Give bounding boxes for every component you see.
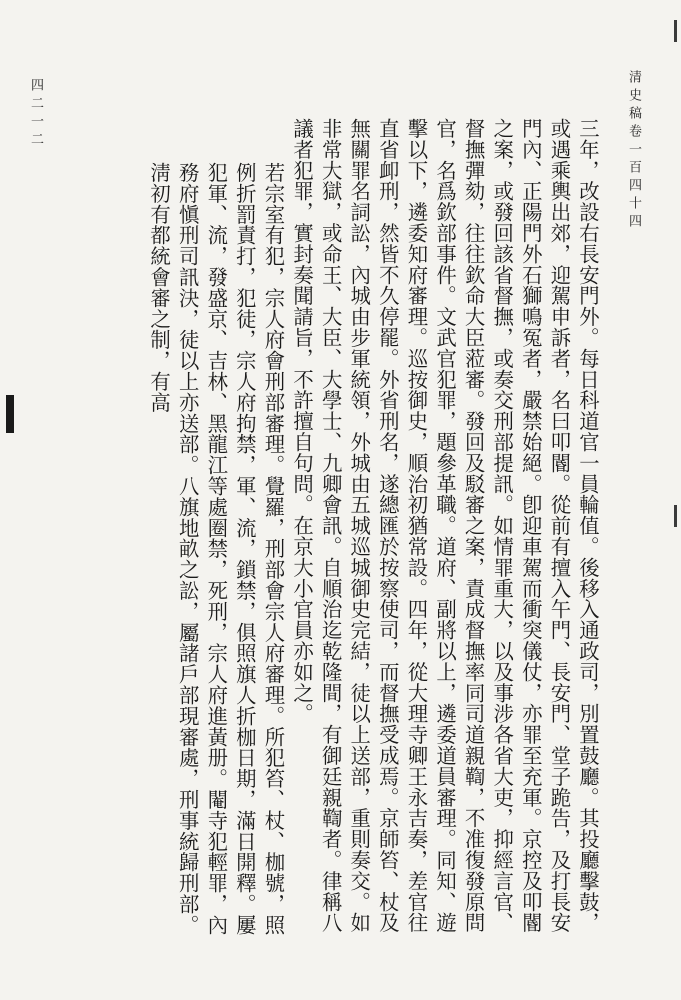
paragraph-1: 三年，改設右長安門外。每日科道官一員輪值。後移入通政司，別置鼓廳。其投廳擊鼓，或遇乘輿出郊，迎駕申訴者，名曰叩閽。從前有擅入午門、長安門、堂子跪告，及打長安門內、正陽門外石獅鳴冤者，嚴禁始絕。卽迎車駕而衝突儀仗，亦罪至充軍。京控及叩閽之案，或發回該省督撫，或奏交刑部提訊。如情罪重大，以及事涉各省大吏，抑經言官、督撫彈劾，往往欽命大臣蒞審。發回及駁審之案，責成督撫率同司道親鞫，不准復發原問官，名爲欽部事件。文武官犯罪，題參革職。道府、副將以上，遴委道員審理。同知、遊擊以下，遴委知府審理。巡按御史，順治初猶常設。四年，從大理寺卿王永吉奏，差官往直省卹刑，然皆不久停罷。外省刑名，遂總匯於按察使司，而督撫受成焉。京師笞、杖及無關罪名詞訟，內城由步軍統領，外城由五城巡城御史完結，徒以上送部，重則奏交。如非常大獄，或命王、大臣、大學士、九卿會訊。自順治迄乾隆間，有御廷親鞫者。律稱八議者犯罪，實封奏聞請旨，不許擅自句問。在京大小官員亦如之。 [290, 118, 600, 934]
page-number: 四二一二 [28, 78, 43, 150]
binding-edge-tick [674, 505, 677, 527]
binding-edge-mark [6, 395, 14, 433]
running-title: 清史稿卷一百四十四 [626, 70, 641, 232]
binding-edge-tick [674, 20, 677, 42]
main-text [22, 118, 602, 948]
paragraph-2: 若宗室有犯，宗人府會刑部審理。覺羅，刑部會宗人府審理。所犯笞、杖、枷號，照例折罰責打，犯徒，宗人府拘禁，軍、流，鎖禁，俱照旗人折枷日期，滿日開釋。屢犯軍、流，發盛京、吉林、黑龍江等處圈禁，死刑，宗人府進黃册。閹寺犯輕罪，內務府愼刑司訊決，徒以上亦送部。八旗地畝之訟，屬諸戶部現審處，刑事統歸刑部。淸初有都統會審之制，有高 [147, 162, 286, 936]
